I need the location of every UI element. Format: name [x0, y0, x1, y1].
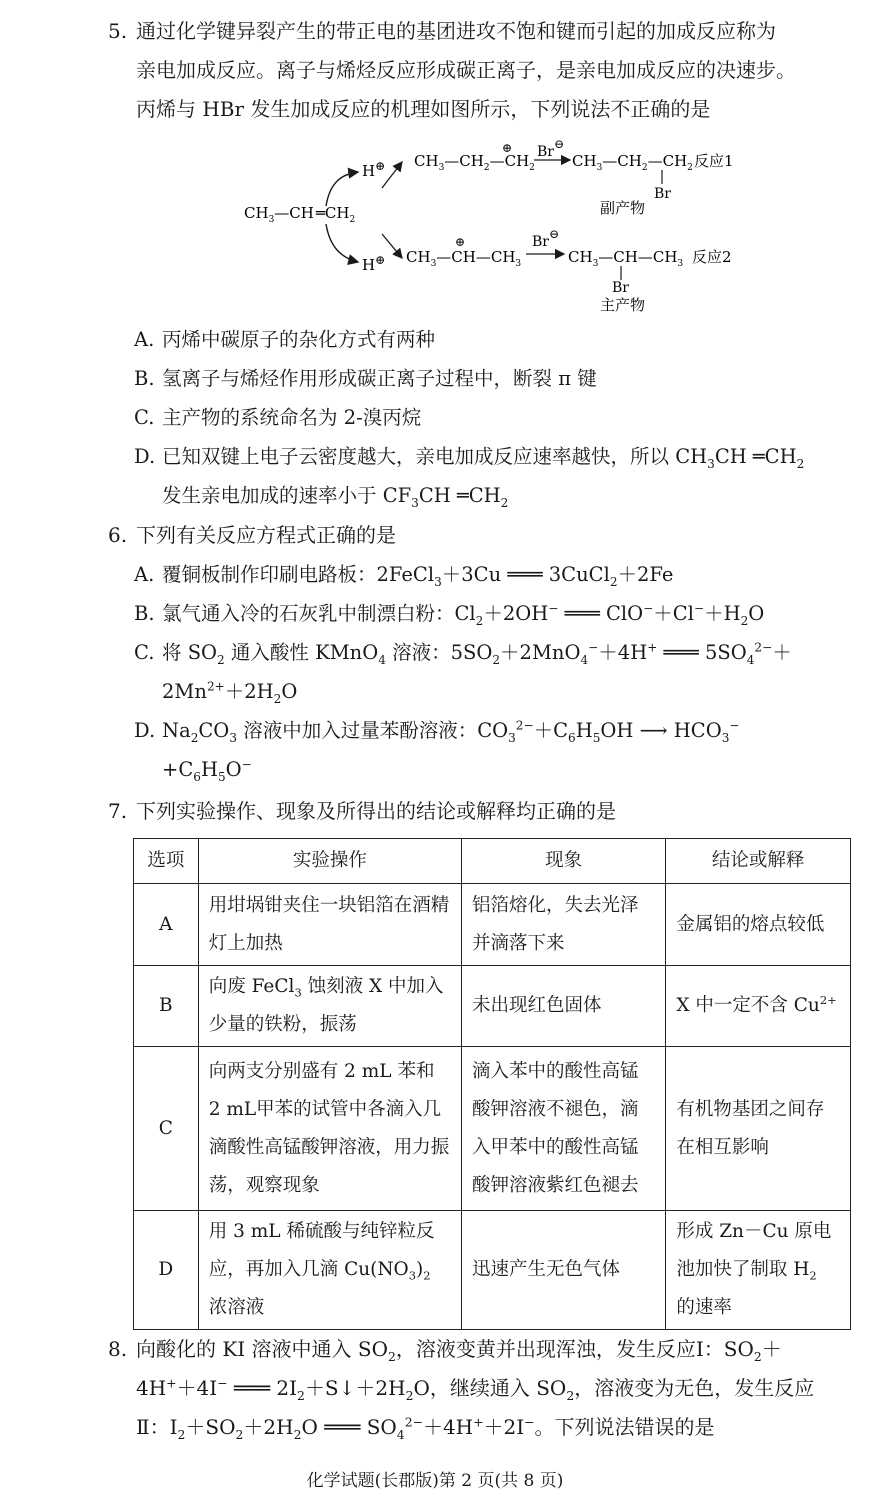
bromide-1: Br⊖ [537, 137, 565, 160]
side-product-label: 副产物 [600, 199, 646, 217]
cell-conclusion: 金属铝的熔点较低 [666, 884, 851, 966]
curved-arrow-down [326, 224, 358, 262]
question-stem-line: 4H+＋4I− ═══ $2I_2+S↓+2H_2O$，继续通入 $SO_2$，溶液变为无色，发生反应 [136, 1375, 815, 1403]
cell-conclusion: 形成 Zn－Cu 原电池加快了制取 $H_2$ 的速率 [666, 1211, 851, 1330]
question-stem: 下列有关反应方程式正确的是 [136, 523, 396, 547]
cell-conclusion: 有机物基团之间存在相互影响 [666, 1047, 851, 1211]
header-operation: 实验操作 [198, 839, 461, 884]
table-row [134, 966, 851, 1047]
header-phenomenon: 现象 [461, 839, 665, 884]
option-c: C. 将 $SO_2$ 通入酸性 KMnO$_4$ 溶液：$5SO_2+2MnO_4^-+4H^+$ ═══ $5SO_4^{2-}+$ [134, 640, 792, 667]
cell-option: C [134, 1047, 199, 1211]
main-product-formula: $CH_3—CH—CH_3$ [568, 248, 684, 269]
carbocation-1: $CH_3—CH_2—CH_2$ [414, 152, 535, 173]
cell-conclusion: X 中一定不含 $Cu^{2+}$ [666, 966, 851, 1047]
bromide-2: Br⊖ [532, 227, 560, 250]
cell-option: B [134, 966, 199, 1047]
cell-operation: 向废 FeCl$_3$ 蚀刻液 X 中加入少量的铁粉，振荡 [198, 966, 461, 1047]
option-d: D. 已知双键上电子云密度越大，亲电加成反应速率越快，所以 $CH_3CH$ $═CH_2$ [134, 445, 805, 471]
reaction-2-label: 反应2 [692, 248, 732, 266]
cell-operation: 用 3 mL 稀硫酸与纯锌粒反应，再加入几滴 $Cu(NO_3)_2$ 浓溶液 [198, 1211, 461, 1330]
h-plus-top: H⊕ [362, 159, 386, 180]
header-option: 选项 [134, 839, 199, 884]
question-5 [108, 12, 853, 129]
page-footer: 化学试题(长郡版)第 2 页(共 8 页) [306, 1471, 564, 1491]
cell-operation: 用坩埚钳夹住一块铝箔在酒精灯上加热 [198, 884, 461, 966]
option-c: C. 主产物的系统命名为 2-溴丙烷 [134, 406, 422, 429]
cell-option: D [134, 1211, 199, 1330]
question-7 [108, 792, 853, 831]
cell-operation: 向两支分别盛有 2 mL 苯和 2 mL甲苯的试管中各滴入几滴酸性高锰酸钾溶液，用力振荡，观察现象 [198, 1047, 461, 1211]
question-stem-line: 亲电加成反应。离子与烯烃反应形成碳正离子，是亲电加成反应的决速步。 [136, 58, 796, 82]
option-a: A. 覆铜板制作印刷电路板：2FeCl$_3$＋3Cu ═══ 3CuCl$_2$＋2Fe [134, 563, 674, 589]
bromine-substituent-1: Br [654, 186, 671, 202]
cell-phenomenon: 未出现红色固体 [461, 966, 665, 1047]
table-row [134, 1211, 851, 1330]
h-plus-bottom: H⊕ [362, 253, 386, 274]
header-conclusion: 结论或解释 [666, 839, 851, 884]
question-stem: 下列实验操作、现象及所得出的结论或解释均正确的是 [136, 799, 616, 823]
cell-option: A [134, 884, 199, 966]
main-product-label: 主产物 [600, 296, 646, 314]
curved-arrow-up [326, 172, 358, 206]
option-d: D. $Na_2CO_3$ 溶液中加入过量苯酚溶液：$CO_3^{2-}+C_6H_5OH$ ⟶ $HCO_3^-$ [134, 718, 740, 745]
question-number: 5. [108, 19, 128, 43]
reaction-mechanism-diagram [230, 130, 790, 320]
option-d-continued: $+C_6H_5O^-$ [162, 757, 252, 784]
option-c-continued: $2Mn^{2+}+2H_2O$ [162, 679, 298, 706]
question-6 [108, 516, 853, 555]
question-number: 6. [108, 523, 128, 547]
option-b: B. 氯气通入冷的石灰乳中制漂白粉：$Cl_2+2OH^-$ ═══ $ClO^-+Cl^-+H_2O$ [134, 601, 765, 628]
question-number: 7. [108, 799, 128, 823]
experiment-table [133, 838, 851, 1330]
option-d-continued: 发生亲电加成的速率小于 $CF_3CH$ $═CH_2$ [162, 484, 509, 510]
cell-phenomenon: 滴入苯中的酸性高锰酸钾溶液不褪色，滴入甲苯中的酸性高锰酸钾溶液紫红色褪去 [461, 1047, 665, 1211]
question-stem-line: 向酸化的 KI 溶液中通入 $SO_2$，溶液变黄并出现浑浊，发生反应Ⅰ：$SO_2+$ [136, 1337, 782, 1364]
question-stem-line: 通过化学键异裂产生的带正电的基团进攻不饱和键而引起的加成反应称为 [136, 19, 776, 43]
option-a: A. 丙烯中碳原子的杂化方式有两种 [134, 328, 436, 351]
question-8 [108, 1330, 853, 1447]
table-row [134, 1047, 851, 1211]
side-product-formula: $CH_3—CH_2—CH_2$ [572, 152, 693, 173]
table-header-row [134, 839, 851, 884]
reaction-1-label: 反应1 [694, 152, 734, 170]
positive-charge-1: ⊕ [502, 141, 513, 155]
option-b: B. 氢离子与烯烃作用形成碳正离子过程中，断裂 π 键 [134, 367, 597, 390]
question-number: 8. [108, 1337, 128, 1361]
bromine-substituent-2: Br [612, 280, 629, 296]
propene-formula: $CH_3—CH$ $═CH_2$ [244, 204, 356, 225]
cell-phenomenon: 迅速产生无色气体 [461, 1211, 665, 1330]
question-stem-line: 丙烯与 HBr 发生加成反应的机理如图所示，下列说法不正确的是 [136, 97, 711, 121]
carbocation-2: $CH_3—CH—CH_3$ [406, 248, 522, 269]
cell-phenomenon: 铝箔熔化，失去光泽并滴落下来 [461, 884, 665, 966]
positive-charge-2: ⊕ [455, 235, 466, 249]
table-row [134, 884, 851, 966]
question-stem-line: Ⅱ：$I_2+SO_2+2H_2O$ ═══ $SO_4^{2-}+4H^++2I^-$。下列说法错误的是 [136, 1414, 715, 1442]
